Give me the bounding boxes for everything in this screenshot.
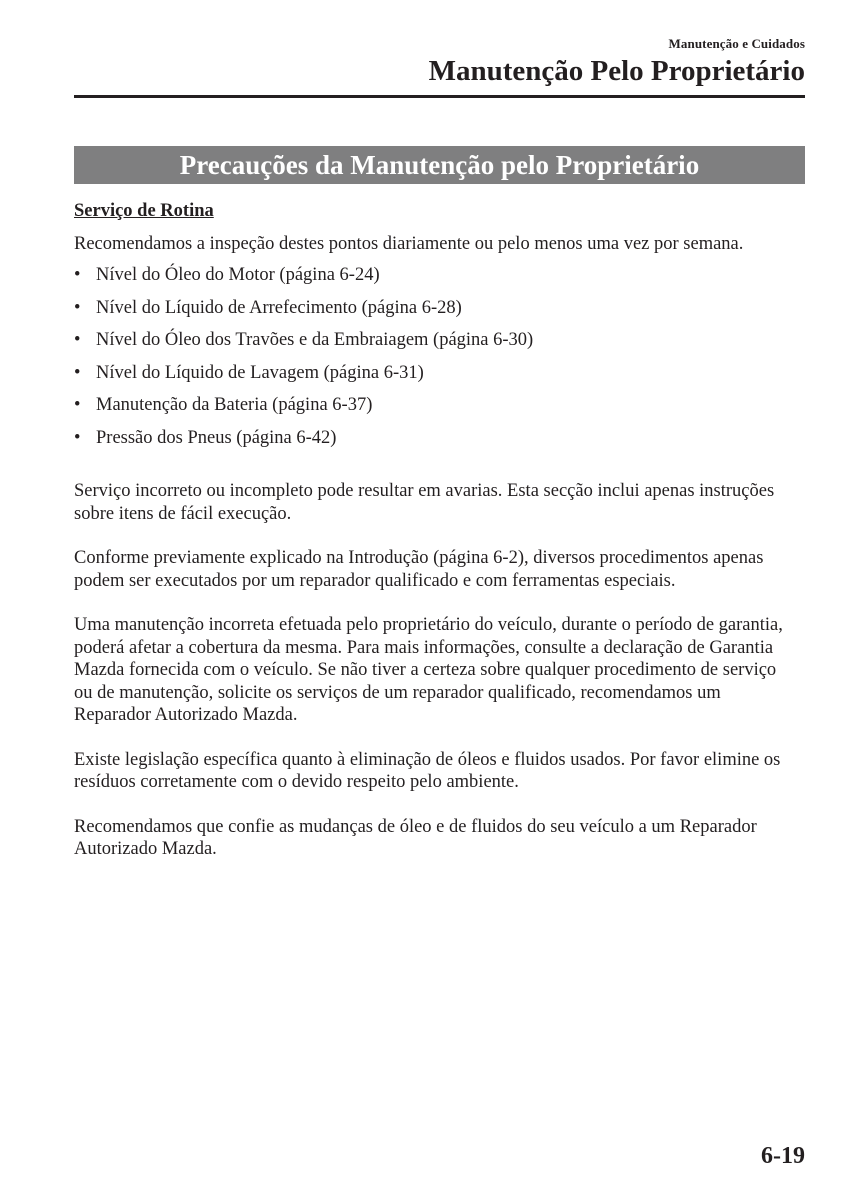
bullet-icon: • <box>74 265 81 285</box>
list-item <box>74 264 789 287</box>
paragraph-qualified-repairer: Conforme previamente explicado na Introdução (página 6-2), diversos procedimentos apenas podem ser executados por um reparador qualificado e com ferramentas especiais. <box>74 548 764 591</box>
list-item-text: Nível do Óleo do Motor (página 6-24) <box>96 265 380 285</box>
bullet-icon: • <box>74 427 81 448</box>
intro-paragraph: Recomendamos a inspeção destes pontos diariamente ou pelo menos uma vez por semana. <box>74 233 744 254</box>
list-item <box>74 427 789 450</box>
section-banner <box>74 146 805 184</box>
list-item <box>74 297 789 320</box>
bullet-icon: • <box>74 362 81 383</box>
list-item <box>74 329 789 352</box>
subheading-routine-service: Serviço de Rotina <box>74 201 214 221</box>
list-item-text: Nível do Líquido de Arrefecimento (página 6-28) <box>96 297 462 318</box>
paragraph-warranty: Uma manutenção incorreta efetuada pelo proprietário do veículo, durante o período de garantia, poderá afetar a cobertura da mesma. Para mais informações, consulte a declaração de Garantia Mazda fornecida com o veículo. Se não tiver a certeza sobre qualquer procedimento de serviço ou de manutenção, solicite os serviços de um reparador qualificado, recomendamos um Reparador Autorizado Mazda. <box>74 615 783 725</box>
page-number: 6-19 <box>761 1143 805 1169</box>
list-item-text: Pressão dos Pneus (página 6-42) <box>96 427 337 448</box>
paragraph-recommendation: Recomendamos que confie as mudanças de óleo e de fluidos do seu veículo a um Reparador Autorizado Mazda. <box>74 816 757 859</box>
list-item <box>74 362 789 385</box>
section-title: Precauções da Manutenção pelo Proprietário <box>179 149 700 180</box>
bullet-icon: • <box>74 297 81 318</box>
inspection-checklist <box>74 264 789 449</box>
bullet-icon: • <box>74 330 81 350</box>
paragraph-disposal: Existe legislação específica quanto à eliminação de óleos e fluidos usados. Por favor elimine os resíduos corretamente com o devido respeito pelo ambiente. <box>74 749 781 792</box>
chapter-label: Manutenção e Cuidados <box>668 36 805 51</box>
paragraph-incorrect-service: Serviço incorreto ou incompleto pode resultar em avarias. Esta secção inclui apenas instruções sobre itens de fácil execução. <box>74 481 775 524</box>
list-item-text: Nível do Líquido de Lavagem (página 6-31) <box>96 362 424 383</box>
page-content <box>74 200 789 883</box>
list-item-text: Manutenção da Bateria (página 6-37) <box>96 395 373 415</box>
list-item-text: Nível do Óleo dos Travões e da Embraiagem (página 6-30) <box>96 330 534 350</box>
bullet-icon: • <box>74 395 81 415</box>
list-item <box>74 394 789 417</box>
page-title: Manutenção Pelo Proprietário <box>428 55 805 87</box>
header-divider <box>74 95 805 98</box>
